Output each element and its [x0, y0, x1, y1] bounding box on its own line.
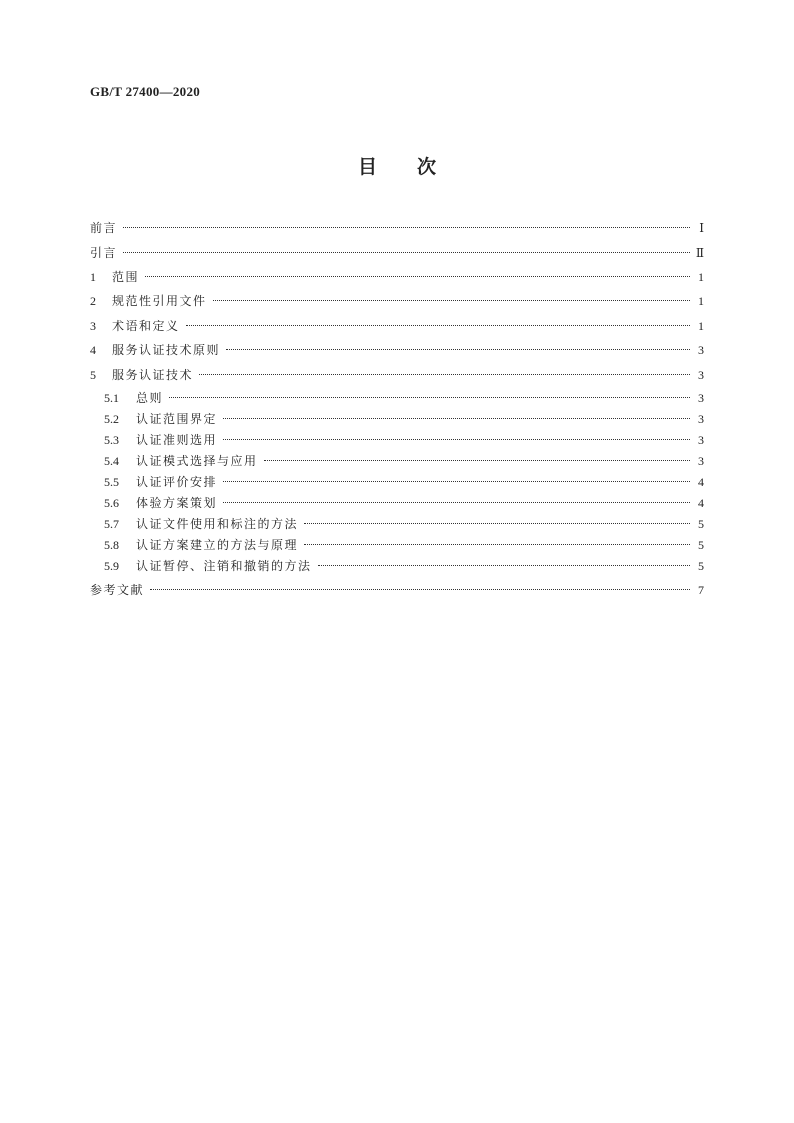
- toc-entry-label: 认证准则选用: [136, 433, 218, 447]
- toc-entry-label: 认证方案建立的方法与原理: [136, 538, 299, 552]
- toc-entry-label: 认证文件使用和标注的方法: [136, 517, 299, 531]
- toc-entry-number: 5.6: [104, 496, 119, 510]
- page-title: 目次: [357, 156, 476, 178]
- toc-entry-page: 1: [698, 270, 704, 284]
- toc-entry-number: 3: [90, 319, 96, 333]
- toc-entry-label: 参考文献: [90, 583, 145, 597]
- toc-dot-leader: [226, 348, 690, 350]
- toc-dot-leader: [150, 588, 690, 590]
- toc-entry-number: 5.9: [104, 559, 119, 573]
- toc-entry-page: 3: [698, 368, 704, 382]
- toc-entry[interactable]: [104, 452, 704, 470]
- toc-entry[interactable]: [90, 219, 704, 237]
- toc-entry[interactable]: [90, 268, 704, 286]
- toc-entry-page: 5: [698, 517, 704, 531]
- toc-dot-leader: [169, 396, 690, 398]
- toc-entry-page: 5: [698, 559, 704, 573]
- toc-entry-number: 5.3: [104, 433, 119, 447]
- toc-entry-page: Ⅰ: [699, 221, 704, 235]
- toc-entry-label: 服务认证技术原则: [112, 343, 221, 357]
- toc-entry[interactable]: [104, 515, 704, 533]
- toc-dot-leader: [304, 522, 690, 524]
- toc-dot-leader: [264, 459, 690, 461]
- toc-entry[interactable]: [90, 341, 704, 359]
- toc-entry-page: 3: [698, 343, 704, 357]
- toc-dot-leader: [213, 299, 690, 301]
- toc-entry-page: 1: [698, 319, 704, 333]
- toc-entry-label: 引言: [90, 246, 118, 260]
- toc-entry-label: 认证模式选择与应用: [136, 454, 258, 468]
- toc-entry-label: 体验方案策划: [136, 496, 218, 510]
- toc-entry-label: 范围: [112, 270, 140, 284]
- toc-dot-leader: [304, 543, 690, 545]
- toc-entry-page: 3: [698, 412, 704, 426]
- document-id: GB/T 27400—2020: [90, 84, 201, 99]
- toc-entry[interactable]: [104, 410, 704, 428]
- toc-dot-leader: [223, 438, 690, 440]
- toc-entry[interactable]: [104, 494, 704, 512]
- toc-dot-leader: [186, 324, 690, 326]
- toc-entry-number: 5: [90, 368, 96, 382]
- toc-entry-page: 3: [698, 454, 704, 468]
- toc-dot-leader: [223, 501, 690, 503]
- toc-entry-label: 服务认证技术: [112, 368, 194, 382]
- toc-dot-leader: [145, 275, 690, 277]
- toc-entry[interactable]: [90, 244, 704, 262]
- toc-entry[interactable]: [90, 581, 704, 599]
- toc-entry[interactable]: [90, 317, 704, 335]
- toc-dot-leader: [223, 417, 690, 419]
- toc-dot-leader: [123, 251, 690, 253]
- toc-entry-number: 1: [90, 270, 96, 284]
- toc-entry-label: 术语和定义: [112, 319, 180, 333]
- toc-entry-page: 4: [698, 496, 704, 510]
- toc-entry-number: 5.8: [104, 538, 119, 552]
- toc-entry-number: 5.5: [104, 475, 119, 489]
- toc-dot-leader: [123, 226, 690, 228]
- toc-entry-number: 4: [90, 343, 96, 357]
- toc-entry[interactable]: [90, 366, 704, 384]
- toc-entry-number: 2: [90, 294, 96, 308]
- toc-entry[interactable]: [104, 473, 704, 491]
- toc-entry-number: 5.7: [104, 517, 119, 531]
- toc-entry[interactable]: [90, 292, 704, 310]
- toc-entry-number: 5.2: [104, 412, 119, 426]
- toc-entry[interactable]: [104, 536, 704, 554]
- toc-entry-page: 4: [698, 475, 704, 489]
- toc-entry-number: 5.1: [104, 391, 119, 405]
- toc-entry[interactable]: [104, 557, 704, 575]
- toc-entry-page: 1: [698, 294, 704, 308]
- toc-entry-page: Ⅱ: [695, 246, 704, 260]
- toc-dot-leader: [223, 480, 690, 482]
- toc-entry-label: 认证评价安排: [136, 475, 218, 489]
- toc-entry-label: 规范性引用文件: [112, 294, 207, 308]
- toc-entry-number: 5.4: [104, 454, 119, 468]
- toc-entry[interactable]: [104, 431, 704, 449]
- toc-entry[interactable]: [104, 389, 704, 407]
- toc-entry-page: 5: [698, 538, 704, 552]
- toc-entry-page: 7: [698, 583, 704, 597]
- toc-entry-page: 3: [698, 391, 704, 405]
- toc-entry-label: 认证范围界定: [136, 412, 218, 426]
- toc-entry-label: 前言: [90, 221, 118, 235]
- toc-entry-page: 3: [698, 433, 704, 447]
- toc-entry-label: 总则: [136, 391, 164, 405]
- toc-entry-label: 认证暂停、注销和撤销的方法: [136, 559, 312, 573]
- toc-dot-leader: [199, 373, 690, 375]
- toc-dot-leader: [318, 564, 690, 566]
